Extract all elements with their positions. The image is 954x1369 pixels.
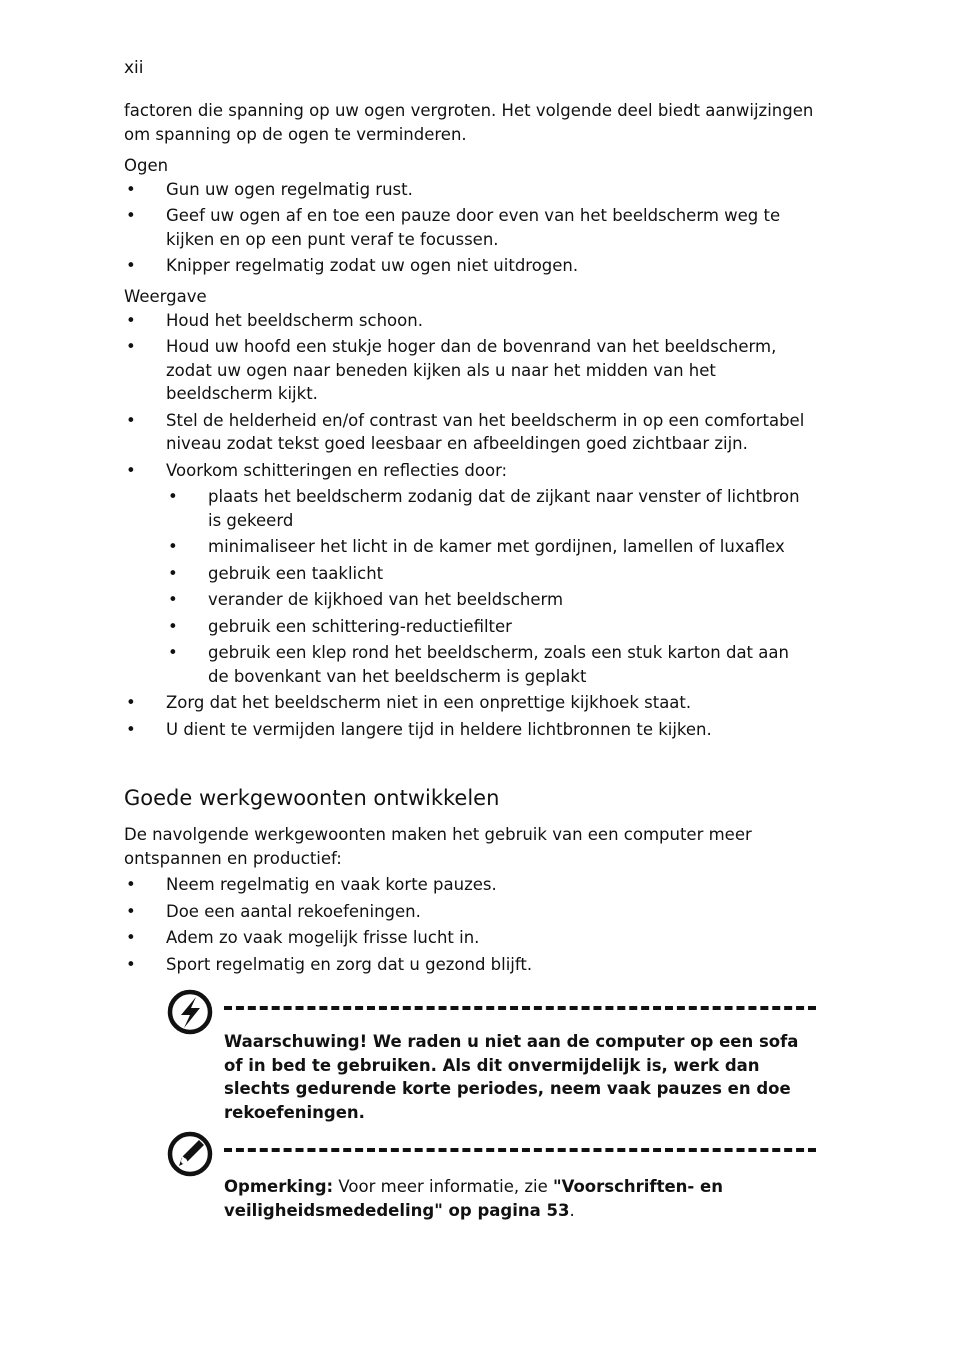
list-item: • U dient te vermijden langere tijd in heldere lichtbronnen te kijken. [124,718,814,742]
sublist-item: • gebruik een klep rond het beeldscherm, zoals een stuk karton dat aan de bovenkant van het beeldscherm is geplakt [166,641,814,688]
habits-list [124,873,814,976]
page-number: xii [124,58,144,78]
sublist-item: • verander de kijkhoed van het beeldscherm [166,588,814,612]
list-item: • Sport regelmatig en zorg dat u gezond blijft. [124,953,814,977]
sublist-item: • plaats het beeldscherm zodanig dat de zijkant naar venster of lichtbron is gekeerd [166,485,814,532]
ogen-list [124,178,814,278]
list-item: • Stel de helderheid en/of contrast van het beeldscherm in op een comfortabel niveau zodat tekst goed leesbaar en afbeeldingen goed zichtbaar zijn. [124,409,814,456]
list-item: • Doe een aantal rekoefeningen. [124,900,814,924]
sublist-item: • gebruik een taaklicht [166,562,814,586]
list-item-label: Voorkom schitteringen en reflecties door: [166,460,508,480]
weergave-section [124,285,814,744]
warning-callout [166,988,816,1128]
note-label: Opmerking: [224,1177,334,1196]
list-item: • Gun uw ogen regelmatig rust. [124,178,814,202]
ogen-section [124,154,814,281]
list-item: • Houd uw hoofd een stukje hoger dan de bovenrand van het beeldscherm, zodat uw ogen naar beneden kijken als u naar het midden van het beeldscherm kijkt. [124,335,814,406]
habits-intro: De navolgende werkgewoonten maken het gebruik van een computer meer ontspannen en productief: [124,825,752,868]
sublist-item: • minimaliseer het licht in de kamer met gordijnen, lamellen of luxaflex [166,535,814,559]
intro-text: factoren die spanning op uw ogen vergroten. Het volgende deel biedt aanwijzingen om spanning op de ogen te verminderen. [124,101,814,144]
list-item: • Geef uw ogen af en toe een pauze door even van het beeldscherm weg te kijken en op een punt veraf te focussen. [124,204,814,251]
note-divider [224,1148,816,1152]
note-end: . [569,1200,575,1220]
warning-divider [224,1006,816,1010]
note-callout [166,1130,816,1230]
glare-sublist [166,485,814,688]
note-reference-link[interactable]: "Voorschriften- en veiligheidsmededeling" op pagina 53 [224,1177,723,1220]
list-item: • Neem regelmatig en vaak korte pauzes. [124,873,814,897]
sublist-item: • gebruik een schittering-reductiefilter [166,615,814,639]
list-item: • Zorg dat het beeldscherm niet in een onprettige kijkhoek staat. [124,691,814,715]
list-item: • Adem zo vaak mogelijk frisse lucht in. [124,926,814,950]
list-item [124,459,814,689]
list-item: • Knipper regelmatig zodat uw ogen niet uitdrogen. [124,254,814,278]
note-body: Voor meer informatie, zie [333,1177,553,1196]
intro-paragraph [124,99,814,146]
note-pen-icon [166,1130,214,1178]
section-heading: Goede werkgewoonten ontwikkelen [124,786,500,810]
habits-section [124,823,814,979]
ogen-title: Ogen [124,156,169,175]
note-text [224,1175,816,1222]
warning-text: Waarschuwing! We raden u niet aan de computer op een sofa of in bed te gebruiken. Als dit onvermijdelijk is, werk dan slechts gedurende korte periodes, neem vaak pauzes en doe rekoefeningen. [224,1032,799,1122]
list-item: • Houd het beeldscherm schoon. [124,309,814,333]
warning-bolt-icon [166,988,214,1036]
weergave-title: Weergave [124,287,207,306]
weergave-list [124,309,814,742]
